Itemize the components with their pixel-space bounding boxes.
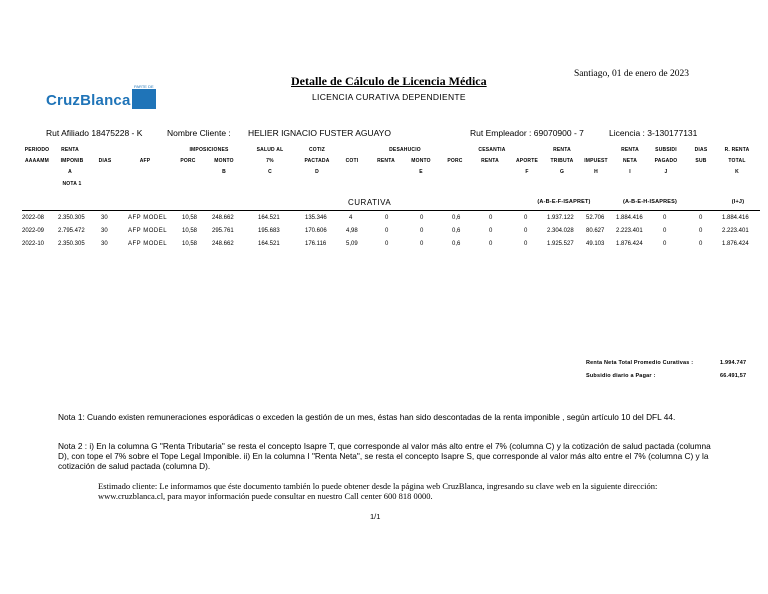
col-periodo: PERIODO [24,147,50,153]
col-renta-nota: NOTA 1 [62,181,82,187]
section-label: CURATIVA [348,198,392,207]
cell-salud: 164.521 [258,215,280,221]
cell-ces-renta: 0 [489,228,493,234]
col-porc: PORC [447,158,463,164]
cell-dias-sub: 0 [699,241,703,247]
cell-des-renta: 0 [385,241,389,247]
col-imp-monto: MONTO [214,158,234,164]
document-subtitle: LICENCIA CURATIVA DEPENDIENTE [312,92,466,102]
col-renta-neta-sub: NETA [622,158,638,164]
logo-badge-text: PARTE DE [134,84,154,89]
cell-subsidio: 0 [663,241,667,247]
cell-dias-sub: 0 [699,228,703,234]
cell-cotiz: 176.116 [305,241,327,247]
cell-coti: 4 [349,215,353,221]
col-impuest: IMPUEST [584,158,608,164]
cell-porc: 0,6 [452,241,461,247]
rut-empleador: Rut Empleador : 69070900 - 7 [470,128,584,138]
page-number: 1/1 [370,512,381,521]
cell-periodo: 2022-08 [22,215,45,221]
col-des-letter: E [419,169,423,175]
rut-afiliado: Rut Afiliado 18475228 - K [46,128,143,138]
licencia-number: Licencia : 3-130177131 [609,128,698,138]
cell-imp-monto: 248.662 [212,215,234,221]
cell-aporte: 0 [524,228,528,234]
col-cotiz-letter: D [315,169,319,175]
col-renta-trib-sub: TRIBUTA [550,158,574,164]
col-renta: RENTA [61,147,79,153]
cell-des-renta: 0 [385,215,389,221]
cell-des-monto: 0 [420,241,424,247]
cell-r-renta: 1.884.416 [722,215,749,221]
cell-r-renta: 2.223.401 [722,228,749,234]
cell-renta: 2.350.305 [58,215,85,221]
col-subsidio-letter: J [664,169,668,175]
cell-coti: 4,98 [346,228,358,234]
col-aporte: APORTE [515,158,539,164]
col-renta-sub: IMPONIB [60,158,84,164]
col-periodo-sub: AAAAMM [25,158,49,164]
col-dias: DIAS [98,158,112,164]
cliente-value: HELIER IGNACIO FUSTER AGUAYO [248,128,391,138]
col-dias-sub: DIAS [694,147,708,153]
cell-imp-porc: 10,58 [182,241,198,247]
col-renta-letter: A [68,169,72,175]
col-renta-neta-letter: I [629,169,631,175]
cell-coti: 5,09 [346,241,358,247]
cell-renta-neta: 2.223.401 [616,228,643,234]
cell-renta-neta: 1.876.424 [616,241,643,247]
col-imposiciones: IMPOSICIONES [189,147,229,153]
col-renta-neta: RENTA [621,147,639,153]
promedio-value: 1.994.747 [720,360,747,366]
cell-dias-sub: 0 [699,215,703,221]
col-ces-renta: RENTA [481,158,499,164]
cell-dias: 30 [101,215,108,221]
col-r-renta-letter: K [735,169,739,175]
logo-badge-icon [132,89,156,109]
col-dias-sub-sub: SUB [695,158,707,164]
cell-subsidio: 0 [663,228,667,234]
nota-1: Nota 1: Cuando existen remuneraciones esporádicas o exceden la gestión de un mes, éstas han sido descontadas de la renta imponible , según artículo 10 del DFL 44. [58,412,676,422]
cell-ces-renta: 0 [489,215,493,221]
col-renta-trib: RENTA [553,147,571,153]
cell-afp: AFP MODEL [128,228,168,234]
col-r-renta: R. RENTA [724,147,750,153]
formula-g: (A-B-E-F-ISAPRET) [537,199,591,205]
subsidio-label: Subsidio diario a Pagar : [586,373,656,379]
cell-renta-trib: 1.937.122 [547,215,574,221]
col-cesantia: CESANTIA [478,147,506,153]
cell-afp: AFP MODEL [128,215,168,221]
estimado-cliente: Estimado cliente: Le informamos que éste documento también lo puede obtener desde la página web CruzBlanca, ingresando su clave web en la siguiente dirección: www.cruzblanca.cl, para mayor información puede consultar en nuestro Call center 600 818 0000. [98,481,658,501]
cell-periodo: 2022-10 [22,241,45,247]
cell-aporte: 0 [524,241,528,247]
cell-aporte: 0 [524,215,528,221]
cell-ces-renta: 0 [489,241,493,247]
cliente-label: Nombre Cliente : [167,128,231,138]
cell-des-renta: 0 [385,228,389,234]
subsidio-value: 66.491,57 [720,373,747,379]
cell-des-monto: 0 [420,228,424,234]
cell-impuest: 80.627 [586,228,605,234]
cell-dias: 30 [101,228,108,234]
col-des-monto: MONTO [411,158,431,164]
cell-imp-monto: 248.662 [212,241,234,247]
col-imp-letter: B [222,169,226,175]
cell-dias: 30 [101,241,108,247]
nota-2: Nota 2 : i) En la columna G "Renta Tributaria" se resta el concepto Isapre T, que corresponde al valor más alto entre el 7% (columna C) y la cotización de salud pactada (columna D), con tope el 7% sobre el Tope Legal Imponible. ii) En la columna I "Renta Neta", se resta el concepto Isapre S, que corresponde al valor más alto entre el 7% (columna C) y la cotización de salud pactada (columna D). [58,441,711,471]
cell-imp-monto: 295.761 [212,228,234,234]
col-des-renta: RENTA [377,158,395,164]
col-renta-trib-letter: G [559,169,565,175]
col-subsidio-sub: PAGADO [654,158,678,164]
cell-renta: 2.350.305 [58,241,85,247]
col-salud-sub: 7% [266,158,274,164]
cell-imp-porc: 10,58 [182,228,198,234]
document-date: Santiago, 01 de enero de 2023 [574,69,690,79]
cell-des-monto: 0 [420,215,424,221]
col-coti: COTI [345,158,359,164]
cell-impuest: 52.706 [586,215,605,221]
cell-salud: 164.521 [258,241,280,247]
table-divider [22,210,760,211]
col-desahucio: DESAHUCIO [389,147,421,153]
cell-porc: 0,6 [452,215,461,221]
cell-cotiz: 135.346 [305,215,327,221]
col-cotiz-sub: PACTADA [304,158,330,164]
col-cotiz: COTIZ [309,147,325,153]
logo-text: CruzBlanca [46,92,131,109]
cell-r-renta: 1.876.424 [722,241,749,247]
cell-renta-trib: 1.925.527 [547,241,574,247]
cell-renta: 2.795.472 [58,228,85,234]
promedio-label: Renta Neta Total Promedio Curativas : [586,360,694,366]
cell-salud: 195.683 [258,228,280,234]
col-afp: AFP [139,158,151,164]
col-salud: SALUD AL [256,147,284,153]
cell-renta-trib: 2.304.028 [547,228,574,234]
cell-porc: 0,6 [452,228,461,234]
cell-subsidio: 0 [663,215,667,221]
cell-afp: AFP MODEL [128,241,168,247]
cell-impuest: 49.103 [586,241,605,247]
col-subsidio: SUBSIDI [655,147,677,153]
cell-imp-porc: 10,58 [182,215,198,221]
col-salud-letter: C [268,169,272,175]
formula-i: (A-B-E-H-ISAPRES) [622,199,678,205]
cell-cotiz: 170.606 [305,228,327,234]
col-r-renta-sub: TOTAL [728,158,746,164]
document-title: Detalle de Cálculo de Licencia Médica [291,74,487,88]
col-aporte-letter: F [525,169,529,175]
col-impuest-letter: H [594,169,598,175]
cell-renta-neta: 1.884.416 [616,215,643,221]
formula-k: (I+J) [731,199,745,205]
col-imp-porc: PORC [180,158,196,164]
cell-periodo: 2022-09 [22,228,45,234]
